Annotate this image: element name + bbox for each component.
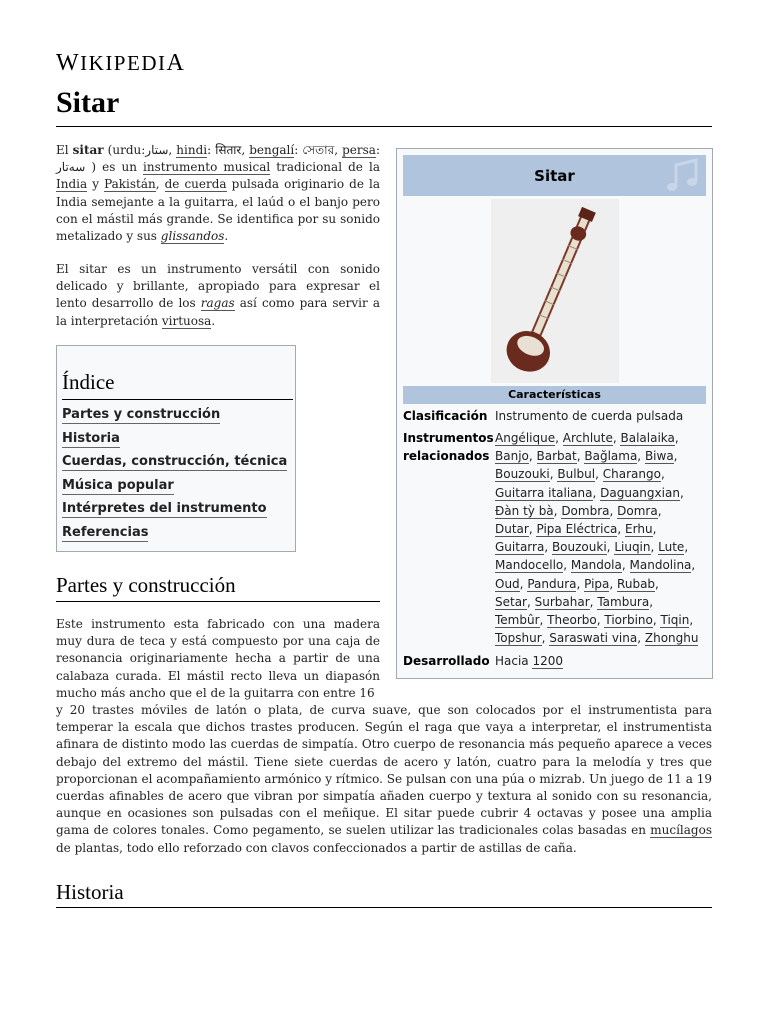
link-related-instrument[interactable]: Mandolina xyxy=(629,558,692,573)
link-related-instrument[interactable]: Archlute xyxy=(562,431,613,445)
link-related-instrument[interactable]: Lute xyxy=(658,540,685,555)
section1-paragraph-wide: y 20 trastes móviles de latón o plata, de curva suave, que son colocados por el instrumentista para temperar la escala que dichos trastes producen. Según el raga que vaya a interpretar, el instrumentista afinara de distinto modo las cuerdas de simpatía. Otro cuerpo de resonancia más pequeño aparece a veces debajo del extremo del mástil. Tiene siete cuerdas de acero y latón, cuatro para la melodía y tres que proporcionan el acompañamiento armónico y rítmico. Se pulsan con una púa o mizrab. Un juego de 11 a 19 cuerdas afinables de acero que vibran por simpatía añaden cuerpo y textura al sonido con su resonancia, aunque en ocasiones son pulsadas con el meñique. El sitar puede cubrir 4 octavas y posee una amplia gama de colores tonales. Como pegamento, se suelen utilizar las tradicionales colas basadas en mucílagos de plantas, todo ello reforzado con clavos confeccionados a partir de astillas de caña. xyxy=(56,703,712,855)
devanagari-text: सितार xyxy=(215,143,242,157)
page-title: Sitar xyxy=(56,86,120,119)
intro-paragraph-1: El sitar (urdu:ستار, hindi: सितार, bengalí: সেতার, persa: سه‌تار ) es un instrumento musical tradicional de la India y Pakistán, de cuerda pulsada originario de la India semejante a la guitarra, el laúd o el banjo pero con el mástil más grande. Se identifica por su sonido metalizado y sus glissandos. xyxy=(56,143,380,244)
link-related-instrument[interactable]: Balalaika xyxy=(620,431,675,445)
toc-item-referencias[interactable]: Referencias xyxy=(62,525,149,540)
link-related-instrument[interactable]: Mandocello xyxy=(495,558,564,573)
link-persa[interactable]: persa xyxy=(342,143,376,157)
link-related-instrument[interactable]: Bouzouki xyxy=(551,540,607,555)
link-related-instrument[interactable]: Daguangxian xyxy=(600,485,680,500)
section-heading-partes: Partes y construcción xyxy=(56,573,236,597)
link-related-instrument[interactable]: Guitarra xyxy=(495,540,545,555)
link-related-instrument[interactable]: Oud xyxy=(495,576,520,591)
table-of-contents xyxy=(56,345,296,552)
infobox-header xyxy=(403,155,706,196)
section-divider xyxy=(56,907,712,908)
link-year-1200[interactable]: 1200 xyxy=(532,654,564,668)
link-related-instrument[interactable]: Angélique xyxy=(495,431,556,445)
label-instrumentos: Instrumentos xyxy=(403,431,494,445)
link-bengali[interactable]: bengalí xyxy=(249,143,295,157)
link-related-instrument[interactable]: Dutar xyxy=(495,522,529,537)
toc-divider xyxy=(62,399,293,400)
link-related-instrument[interactable]: Dombra xyxy=(561,503,610,518)
link-related-instrument[interactable]: Saraswati vina xyxy=(549,631,638,646)
link-related-instrument[interactable]: Topshur xyxy=(495,631,542,646)
wikipedia-logo[interactable]: WIKIPEDIA xyxy=(56,50,186,76)
toc-item-cuerdas[interactable]: Cuerdas, construcción, técnica xyxy=(62,454,288,469)
link-related-instrument[interactable]: Charango xyxy=(602,467,661,482)
label-relacionados: relacionados xyxy=(403,449,490,463)
link-related-instrument[interactable]: Setar xyxy=(495,594,527,609)
link-instrumento-musical[interactable]: instrumento musical xyxy=(143,160,271,175)
link-related-instrument[interactable]: Surbahar xyxy=(534,594,590,609)
toc-item-interpretes[interactable]: Intérpretes del instrumento xyxy=(62,501,267,516)
link-related-instrument[interactable]: Erhu xyxy=(625,522,653,537)
link-related-instrument[interactable]: Liuqin xyxy=(614,540,651,555)
link-related-instrument[interactable]: Pipa Eléctrica xyxy=(536,522,618,537)
link-related-instrument[interactable]: Tembûr xyxy=(495,613,540,628)
music-note-icon xyxy=(662,157,702,195)
link-ragas[interactable]: ragas xyxy=(200,296,235,311)
infobox xyxy=(396,148,713,679)
link-india[interactable]: India xyxy=(56,177,88,192)
toc-title: Índice xyxy=(62,370,115,394)
link-related-instrument[interactable]: Pipa xyxy=(584,576,610,591)
link-de-cuerda[interactable]: de cuerda xyxy=(164,177,227,192)
link-related-instrument[interactable]: Pandura xyxy=(527,576,577,591)
link-pakistan[interactable]: Pakistán xyxy=(104,177,156,192)
link-related-instrument[interactable]: Guitarra italiana xyxy=(495,485,593,500)
link-related-instrument[interactable]: Tiorbino xyxy=(604,613,653,628)
urdu-text: ستار xyxy=(145,143,169,157)
section-divider xyxy=(56,601,380,602)
label-clasificacion: Clasificación xyxy=(403,409,488,423)
link-related-instrument[interactable]: Đàn tỳ bà xyxy=(495,503,554,518)
link-related-instrument[interactable]: Barbat xyxy=(536,449,577,464)
intro-paragraph-2: El sitar es un instrumento versátil con sonido delicado y brillante, apropiado para expresar el lento desarrollo de los ragas así como para servir a la interpretación virtuosa. xyxy=(56,262,380,328)
link-related-instrument[interactable]: Biwa xyxy=(644,449,674,464)
value-relacionados: Angélique, Archlute, Balalaika, Banjo, Barbat, Bağlama, Biwa, Bouzouki, Bulbul, Charango, Guitarra italiana, Daguangxian, Đàn tỳ bà, Dombra, Domra, Dutar, Pipa Eléctrica, Erhu, Guitarra, Bouzouki, Liuqin, Lute, Mandocello, Mandola, Mandolina, Oud, Pandura, Pipa, Rubab, Setar, Surbahar, Tambura, Tembûr, Theorbo, Tiorbino, Tiqin, Topshur, Saraswati vina, Zhonghu xyxy=(495,431,699,646)
link-related-instrument[interactable]: Bulbul xyxy=(557,467,596,482)
link-related-instrument[interactable]: Tambura xyxy=(597,594,650,609)
link-hindi[interactable]: hindi xyxy=(176,143,208,157)
value-clasificacion: Instrumento de cuerda pulsada xyxy=(495,409,684,423)
section-heading-historia: Historia xyxy=(56,880,124,904)
link-related-instrument[interactable]: Mandola xyxy=(570,558,622,573)
infobox-title: Sitar xyxy=(534,167,575,185)
link-related-instrument[interactable]: Banjo xyxy=(495,449,529,464)
infobox-section-header: Características xyxy=(403,386,706,404)
link-related-instrument[interactable]: Bağlama xyxy=(584,449,638,464)
link-mucilagos[interactable]: mucílagos xyxy=(650,823,712,838)
title-divider xyxy=(56,126,712,127)
link-related-instrument[interactable]: Bouzouki xyxy=(495,467,550,482)
label-desarrollado: Desarrollado xyxy=(403,654,490,668)
toc-item-musica-popular[interactable]: Música popular xyxy=(62,478,174,493)
persian-text: سه‌تار xyxy=(56,160,86,175)
bengali-text: সেতার xyxy=(302,143,335,157)
link-related-instrument[interactable]: Theorbo xyxy=(547,613,597,628)
sitar-image[interactable] xyxy=(491,199,619,383)
toc-item-partes[interactable]: Partes y construcción xyxy=(62,407,221,422)
section1-paragraph-narrow: Este instrumento esta fabricado con una madera muy dura de teca y está compuesto por una caja de resonancia originariamente hecha a partir de una calabaza curada. El mástil recto lleva un diapasón mucho más ancho que el de la guitarra con entre 16 xyxy=(56,617,380,700)
toc-item-historia[interactable]: Historia xyxy=(62,431,120,446)
value-desarrollado: Hacia 1200 xyxy=(495,654,564,668)
link-related-instrument[interactable]: Zhonghu xyxy=(644,631,699,646)
link-related-instrument[interactable]: Rubab xyxy=(617,576,656,591)
link-virtuosa[interactable]: virtuosa xyxy=(161,313,212,328)
link-related-instrument[interactable]: Domra xyxy=(617,503,658,518)
link-related-instrument[interactable]: Tiqin xyxy=(660,613,690,628)
link-glissandos[interactable]: glissandos xyxy=(160,229,225,244)
